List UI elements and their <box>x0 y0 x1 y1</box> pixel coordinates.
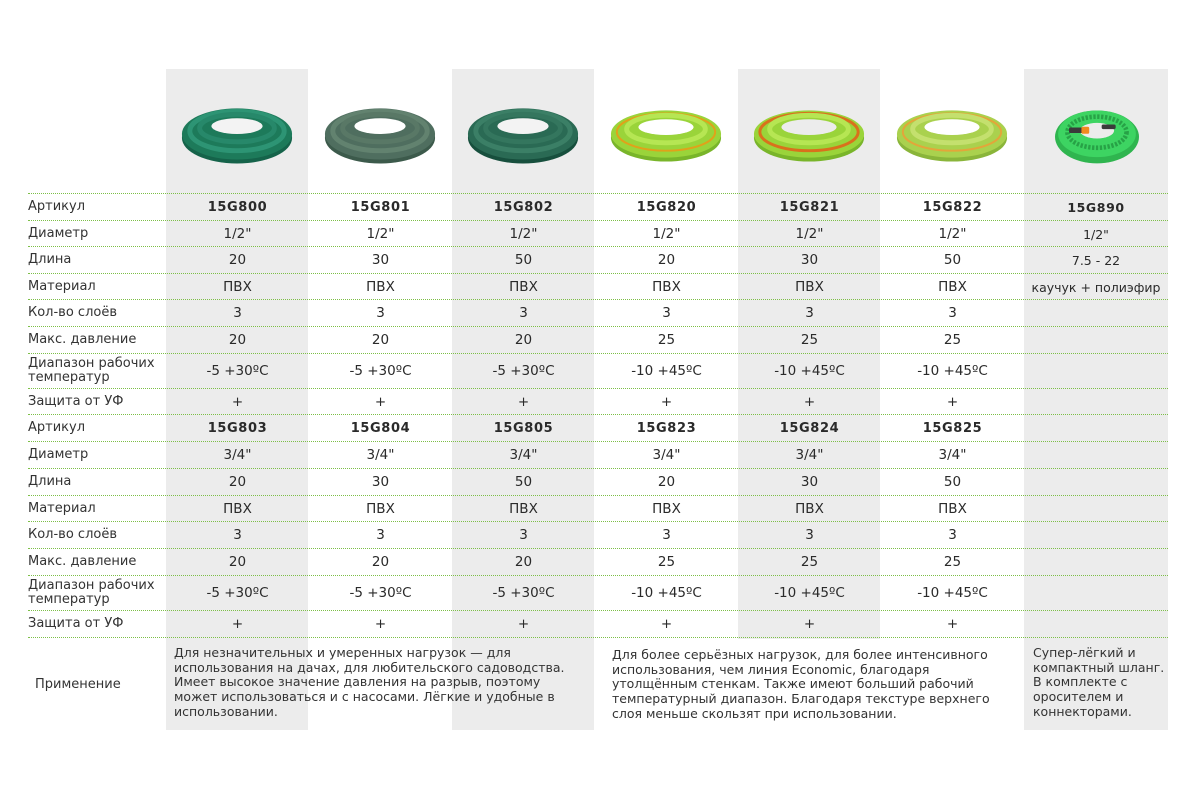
table-cell: 3 <box>376 527 385 543</box>
table-cell: 15G821 <box>779 199 840 215</box>
table-cell: 30 <box>371 474 390 490</box>
table-cell: 3 <box>948 527 957 543</box>
hose-dark-green-icon <box>166 93 308 173</box>
table-cell: ПВХ <box>366 279 395 295</box>
block2-row-article <box>28 416 1168 440</box>
table-cell: 25 <box>800 332 819 348</box>
table-cell: ПВХ <box>223 501 252 517</box>
row-divider <box>28 388 1168 389</box>
table-cell: + <box>946 616 959 632</box>
table-cell: 3/4" <box>938 447 967 463</box>
table-cell: 3 <box>948 305 957 321</box>
block2-row-layers <box>28 523 1168 547</box>
table-cell: + <box>517 616 530 632</box>
table-cell: 1/2" <box>652 226 681 242</box>
table-cell: 25 <box>943 332 962 348</box>
table-cell: ПВХ <box>652 501 681 517</box>
table-cell: -5 +30ºC <box>206 585 269 601</box>
hose-lime-stripe-icon <box>595 93 737 173</box>
row-label: Артикул <box>28 199 86 215</box>
table-cell: 3 <box>519 305 528 321</box>
table-cell: ПВХ <box>509 279 538 295</box>
table-cell: 20 <box>657 252 676 268</box>
table-cell: ПВХ <box>652 279 681 295</box>
table-cell: 20 <box>228 474 247 490</box>
block1-row-pressure <box>28 328 1168 352</box>
table-cell: ПВХ <box>795 279 824 295</box>
table-cell: 30 <box>800 252 819 268</box>
table-cell: 3 <box>662 527 671 543</box>
table-cell: -10 +45ºC <box>917 363 988 379</box>
row-divider <box>28 246 1168 247</box>
table-cell: -10 +45ºC <box>917 585 988 601</box>
hose-grey-green-icon <box>309 93 451 173</box>
row-label: Диапазон рабочих температур <box>28 356 155 385</box>
table-cell: 25 <box>657 554 676 570</box>
application-standard-text: Для более серьёзных нагрузок, для более интенсивного использования, чем линия Economic, благодаря утолщённым стенкам. Также имеют больший рабочий температурный диапазон. Благодаря текстуре верхнего слоя меньше скользят при использовании. <box>612 647 990 721</box>
row-divider <box>28 326 1168 327</box>
table-cell: 3 <box>376 305 385 321</box>
row-label: Кол-во слоёв <box>28 305 118 321</box>
table-cell: ПВХ <box>223 279 252 295</box>
application-economic-text: Для незначительных и умеренных нагрузок — для использования на дачах, для любительского садоводства. Имеет высокое значение давления на разрыв, поэтому может использоваться и с насосами. Лёгкие и удобные в использовании. <box>174 645 565 719</box>
table-cell: каучук + полиэфир <box>1031 279 1161 295</box>
row-divider <box>28 353 1168 354</box>
row-label: Макс. давление <box>28 332 137 348</box>
table-cell: 3/4" <box>795 447 824 463</box>
table-cell: 25 <box>943 554 962 570</box>
row-label: Длина <box>28 252 72 268</box>
row-label: Макс. давление <box>28 554 137 570</box>
application-label: Применение <box>35 677 121 692</box>
table-cell: + <box>231 616 244 632</box>
table-cell: 3 <box>805 305 814 321</box>
block2-row-diameter <box>28 443 1168 467</box>
row-divider <box>28 299 1168 300</box>
row-divider <box>28 220 1168 221</box>
row-label: Артикул <box>28 420 86 436</box>
table-cell: 25 <box>800 554 819 570</box>
table-cell: 20 <box>371 332 390 348</box>
table-cell: ПВХ <box>509 501 538 517</box>
table-cell: 15G805 <box>493 420 554 436</box>
row-label: Длина <box>28 474 72 490</box>
block2-row-temp <box>28 577 1168 609</box>
table-cell: 3/4" <box>652 447 681 463</box>
table-cell: 3/4" <box>366 447 395 463</box>
table-cell: + <box>374 394 387 410</box>
table-cell: 3 <box>805 527 814 543</box>
table-cell: 1/2" <box>795 226 824 242</box>
table-cell: 3/4" <box>509 447 538 463</box>
table-cell: 50 <box>514 474 533 490</box>
row-divider <box>28 548 1168 549</box>
hose-lime-stripe-icon <box>738 93 880 173</box>
hose-lime-stripe-icon <box>881 93 1023 173</box>
row-label: Защита от УФ <box>28 616 124 632</box>
table-cell: -5 +30ºC <box>206 363 269 379</box>
row-divider <box>28 610 1168 611</box>
row-divider <box>28 468 1168 469</box>
table-cell: + <box>946 394 959 410</box>
table-cell: -10 +45ºC <box>631 585 702 601</box>
table-cell: + <box>231 394 244 410</box>
block2-row-pressure <box>28 550 1168 574</box>
block1-row-layers <box>28 301 1168 325</box>
table-cell: -5 +30ºC <box>349 363 412 379</box>
table-cell: + <box>374 616 387 632</box>
table-cell: 20 <box>228 554 247 570</box>
table-cell: 1/2" <box>1083 226 1109 242</box>
table-cell: 3 <box>662 305 671 321</box>
row-label: Диаметр <box>28 447 89 463</box>
block1-row-article <box>28 195 1168 219</box>
table-cell: -5 +30ºC <box>349 585 412 601</box>
row-divider <box>28 414 1168 415</box>
table-cell: ПВХ <box>938 279 967 295</box>
table-cell: 50 <box>943 474 962 490</box>
row-divider <box>28 273 1168 274</box>
table-cell: 20 <box>228 332 247 348</box>
table-cell: 20 <box>514 332 533 348</box>
table-cell: 20 <box>228 252 247 268</box>
row-label: Защита от УФ <box>28 394 124 410</box>
table-cell: 15G820 <box>636 199 697 215</box>
block2-row-length <box>28 470 1168 494</box>
table-cell: + <box>517 394 530 410</box>
table-cell: -10 +45ºC <box>774 585 845 601</box>
table-cell: 15G803 <box>207 420 268 436</box>
product-images <box>166 75 1168 190</box>
table-cell: + <box>803 616 816 632</box>
row-divider <box>28 521 1168 522</box>
row-label: Диапазон рабочих температур <box>28 578 155 607</box>
table-cell: 20 <box>657 474 676 490</box>
table-cell: ПВХ <box>366 501 395 517</box>
row-label: Диаметр <box>28 226 89 242</box>
row-label: Кол-во слоёв <box>28 527 118 543</box>
table-cell: 1/2" <box>938 226 967 242</box>
table-cell: 20 <box>371 554 390 570</box>
table-cell: 50 <box>514 252 533 268</box>
table-cell: 15G822 <box>922 199 983 215</box>
application-expandable-text: Супер-лёгкий и компактный шланг. В комплекте с оросителем и коннекторами. <box>1033 645 1165 719</box>
table-cell: 15G802 <box>493 199 554 215</box>
table-cell: 30 <box>800 474 819 490</box>
table-cell: ПВХ <box>795 501 824 517</box>
table-cell: 50 <box>943 252 962 268</box>
table-cell: 15G801 <box>350 199 411 215</box>
table-cell: + <box>803 394 816 410</box>
table-cell: -10 +45ºC <box>631 363 702 379</box>
row-divider <box>28 637 1168 638</box>
row-divider <box>28 575 1168 576</box>
table-cell: 30 <box>371 252 390 268</box>
hose-expandable-icon <box>1026 83 1168 183</box>
row-divider <box>28 193 1168 194</box>
block2-row-material <box>28 497 1168 521</box>
table-cell: 15G825 <box>922 420 983 436</box>
table-cell: 3 <box>233 527 242 543</box>
table-cell: 15G823 <box>636 420 697 436</box>
table-cell: -10 +45ºC <box>774 363 845 379</box>
block1-row-diameter <box>28 222 1168 246</box>
table-cell: 15G804 <box>350 420 411 436</box>
table-cell: + <box>660 394 673 410</box>
row-label: Материал <box>28 279 96 295</box>
table-cell: 1/2" <box>509 226 538 242</box>
table-cell: ПВХ <box>938 501 967 517</box>
block1-row-length <box>28 248 1168 272</box>
block1-row-temp <box>28 355 1168 387</box>
row-divider <box>28 441 1168 442</box>
block2-row-uv <box>28 612 1168 636</box>
table-cell: -5 +30ºC <box>492 363 555 379</box>
table-cell: 3/4" <box>223 447 252 463</box>
table-cell: 15G800 <box>207 199 268 215</box>
table-cell: -5 +30ºC <box>492 585 555 601</box>
block1-row-uv <box>28 390 1168 414</box>
block1-row-material <box>28 275 1168 299</box>
table-cell: 15G824 <box>779 420 840 436</box>
table-cell: 3 <box>233 305 242 321</box>
row-divider <box>28 495 1168 496</box>
hose-dark-green-icon <box>452 93 594 173</box>
table-cell: 20 <box>514 554 533 570</box>
table-cell: + <box>660 616 673 632</box>
row-label: Материал <box>28 501 96 517</box>
table-cell: 1/2" <box>223 226 252 242</box>
table-cell: 15G890 <box>1067 199 1125 215</box>
table-cell: 25 <box>657 332 676 348</box>
table-cell: 1/2" <box>366 226 395 242</box>
table-cell: 3 <box>519 527 528 543</box>
table-cell: 7.5 - 22 <box>1071 252 1121 268</box>
